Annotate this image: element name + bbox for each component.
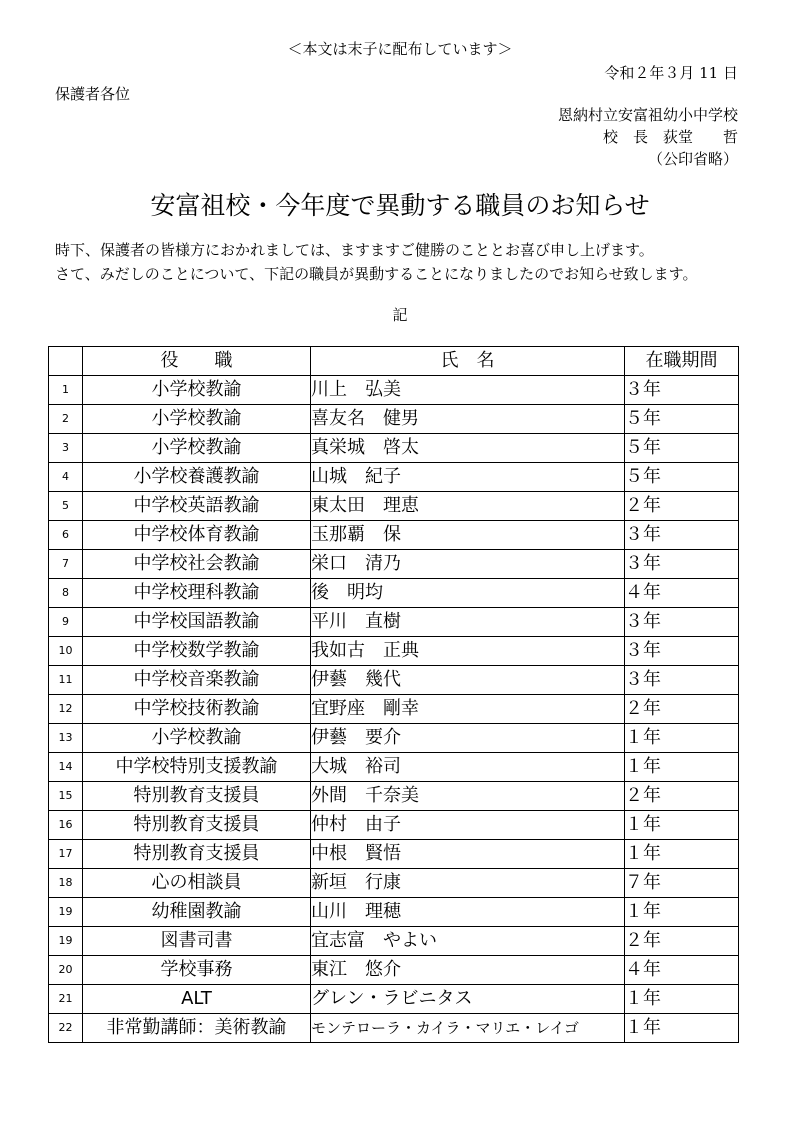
row-number: 14: [49, 753, 83, 782]
row-years: １年: [625, 898, 739, 927]
row-number: 18: [49, 869, 83, 898]
row-role: 中学校理科教諭: [83, 579, 311, 608]
row-role: 小学校教諭: [83, 376, 311, 405]
row-number: 15: [49, 782, 83, 811]
row-number: 13: [49, 724, 83, 753]
header-role: 役 職: [83, 347, 311, 376]
row-years: １年: [625, 985, 739, 1014]
row-number: 12: [49, 695, 83, 724]
row-name: 東江 悠介: [311, 956, 625, 985]
table-row: [49, 608, 739, 637]
school-name: 恩納村立安富祖幼小中学校: [557, 106, 738, 124]
row-number: 4: [49, 463, 83, 492]
row-number: 5: [49, 492, 83, 521]
row-number: 6: [49, 521, 83, 550]
row-role: 小学校教諭: [83, 434, 311, 463]
header-no: [49, 347, 83, 376]
row-number: 21: [49, 985, 83, 1014]
row-name: グレン・ラビニタス: [311, 985, 625, 1014]
row-role: 図書司書: [83, 927, 311, 956]
row-role: 学校事務: [83, 956, 311, 985]
row-role: 中学校特別支援教諭: [83, 753, 311, 782]
row-years: ３年: [625, 550, 739, 579]
row-years: ２年: [625, 492, 739, 521]
row-name: 新垣 行康: [311, 869, 625, 898]
table-row: [49, 811, 739, 840]
row-years: ２年: [625, 695, 739, 724]
row-name: 伊藝 幾代: [311, 666, 625, 695]
row-years: １年: [625, 1014, 739, 1043]
principal-name: 校 長 荻堂 哲: [602, 128, 738, 146]
row-number: 22: [49, 1014, 83, 1043]
table-row: [49, 898, 739, 927]
document-date: 令和２年３月 11 日: [604, 64, 738, 82]
row-number: 2: [49, 405, 83, 434]
table-row: [49, 1014, 739, 1043]
row-role: 特別教育支援員: [83, 782, 311, 811]
row-name: 喜友名 健男: [311, 405, 625, 434]
row-name: 玉那覇 保: [311, 521, 625, 550]
row-years: １年: [625, 753, 739, 782]
row-years: ３年: [625, 376, 739, 405]
row-number: 20: [49, 956, 83, 985]
row-years: ５年: [625, 463, 739, 492]
row-name: 大城 裕司: [311, 753, 625, 782]
row-role: 小学校教諭: [83, 405, 311, 434]
row-name: 川上 弘美: [311, 376, 625, 405]
row-role: 中学校数学教諭: [83, 637, 311, 666]
row-years: ５年: [625, 434, 739, 463]
row-number: 10: [49, 637, 83, 666]
table-row: [49, 753, 739, 782]
table-row: [49, 637, 739, 666]
body-text: [55, 238, 755, 286]
row-role: 中学校技術教諭: [83, 695, 311, 724]
seal-note: （公印省略）: [647, 150, 738, 168]
row-number: 8: [49, 579, 83, 608]
table-row: [49, 695, 739, 724]
row-number: 17: [49, 840, 83, 869]
row-role: ALT: [83, 985, 311, 1014]
row-years: ３年: [625, 521, 739, 550]
table-row: [49, 782, 739, 811]
row-number: 1: [49, 376, 83, 405]
row-role: 中学校国語教諭: [83, 608, 311, 637]
table-row: [49, 666, 739, 695]
row-name: 我如古 正典: [311, 637, 625, 666]
row-number: 16: [49, 811, 83, 840]
table-row: [49, 956, 739, 985]
table-row: [49, 521, 739, 550]
row-name: 外間 千奈美: [311, 782, 625, 811]
row-role: 特別教育支援員: [83, 811, 311, 840]
sender-block: [558, 104, 738, 170]
row-role: 中学校音楽教諭: [83, 666, 311, 695]
row-role: 幼稚園教諭: [83, 898, 311, 927]
row-number: 11: [49, 666, 83, 695]
row-number: 7: [49, 550, 83, 579]
body-line-2: さて、みだしのことについて、下記の職員が異動することになりましたのでお知らせ致します。: [55, 265, 698, 283]
page-title: 安富祖校・今年度で異動する職員のお知らせ: [150, 191, 650, 220]
table-row: [49, 985, 739, 1014]
table-header-row: [49, 347, 739, 376]
addressee: 保護者各位: [55, 85, 131, 103]
staff-table: [48, 346, 739, 1043]
row-years: ２年: [625, 927, 739, 956]
row-role: 中学校英語教諭: [83, 492, 311, 521]
row-name: 山城 紀子: [311, 463, 625, 492]
row-name: 仲村 由子: [311, 811, 625, 840]
distribution-note: ＜本文は末子に配布しています＞: [287, 40, 513, 58]
row-years: １年: [625, 840, 739, 869]
row-number: 19: [49, 898, 83, 927]
header-years: 在職期間: [625, 347, 739, 376]
row-years: ３年: [625, 666, 739, 695]
row-years: ４年: [625, 579, 739, 608]
row-name: モンテローラ・カイラ・マリエ・レイゴ: [311, 1014, 625, 1043]
row-number: 19: [49, 927, 83, 956]
row-role: 小学校養護教諭: [83, 463, 311, 492]
row-role: 中学校体育教諭: [83, 521, 311, 550]
row-role: 特別教育支援員: [83, 840, 311, 869]
row-name: 宜野座 剛幸: [311, 695, 625, 724]
staff-table-body: [49, 376, 739, 1043]
row-name: 伊藝 要介: [311, 724, 625, 753]
row-years: １年: [625, 811, 739, 840]
header-name: 氏 名: [311, 347, 625, 376]
row-name: 山川 理穂: [311, 898, 625, 927]
row-name: 宜志富 やよい: [311, 927, 625, 956]
table-row: [49, 492, 739, 521]
ki-heading: 記: [392, 306, 408, 324]
row-years: ５年: [625, 405, 739, 434]
table-row: [49, 405, 739, 434]
row-years: ３年: [625, 608, 739, 637]
row-role: 心の相談員: [83, 869, 311, 898]
row-name: 後 明均: [311, 579, 625, 608]
row-years: ７年: [625, 869, 739, 898]
table-row: [49, 927, 739, 956]
row-name: 栄口 清乃: [311, 550, 625, 579]
row-years: ３年: [625, 637, 739, 666]
row-role: 非常勤講師：美術教諭: [83, 1014, 311, 1043]
row-number: 9: [49, 608, 83, 637]
row-name: 真栄城 啓太: [311, 434, 625, 463]
row-name: 東太田 理恵: [311, 492, 625, 521]
table-row: [49, 579, 739, 608]
table-row: [49, 376, 739, 405]
table-row: [49, 463, 739, 492]
row-years: ４年: [625, 956, 739, 985]
table-row: [49, 869, 739, 898]
row-number: 3: [49, 434, 83, 463]
body-line-1: 時下、保護者の皆様方におかれましては、ますますご健勝のこととお喜び申し上げます。: [55, 241, 654, 259]
row-name: 中根 賢悟: [311, 840, 625, 869]
row-years: １年: [625, 724, 739, 753]
row-years: ２年: [625, 782, 739, 811]
table-row: [49, 550, 739, 579]
row-role: 小学校教諭: [83, 724, 311, 753]
table-row: [49, 434, 739, 463]
table-row: [49, 840, 739, 869]
table-row: [49, 724, 739, 753]
row-name: 平川 直樹: [311, 608, 625, 637]
row-role: 中学校社会教諭: [83, 550, 311, 579]
